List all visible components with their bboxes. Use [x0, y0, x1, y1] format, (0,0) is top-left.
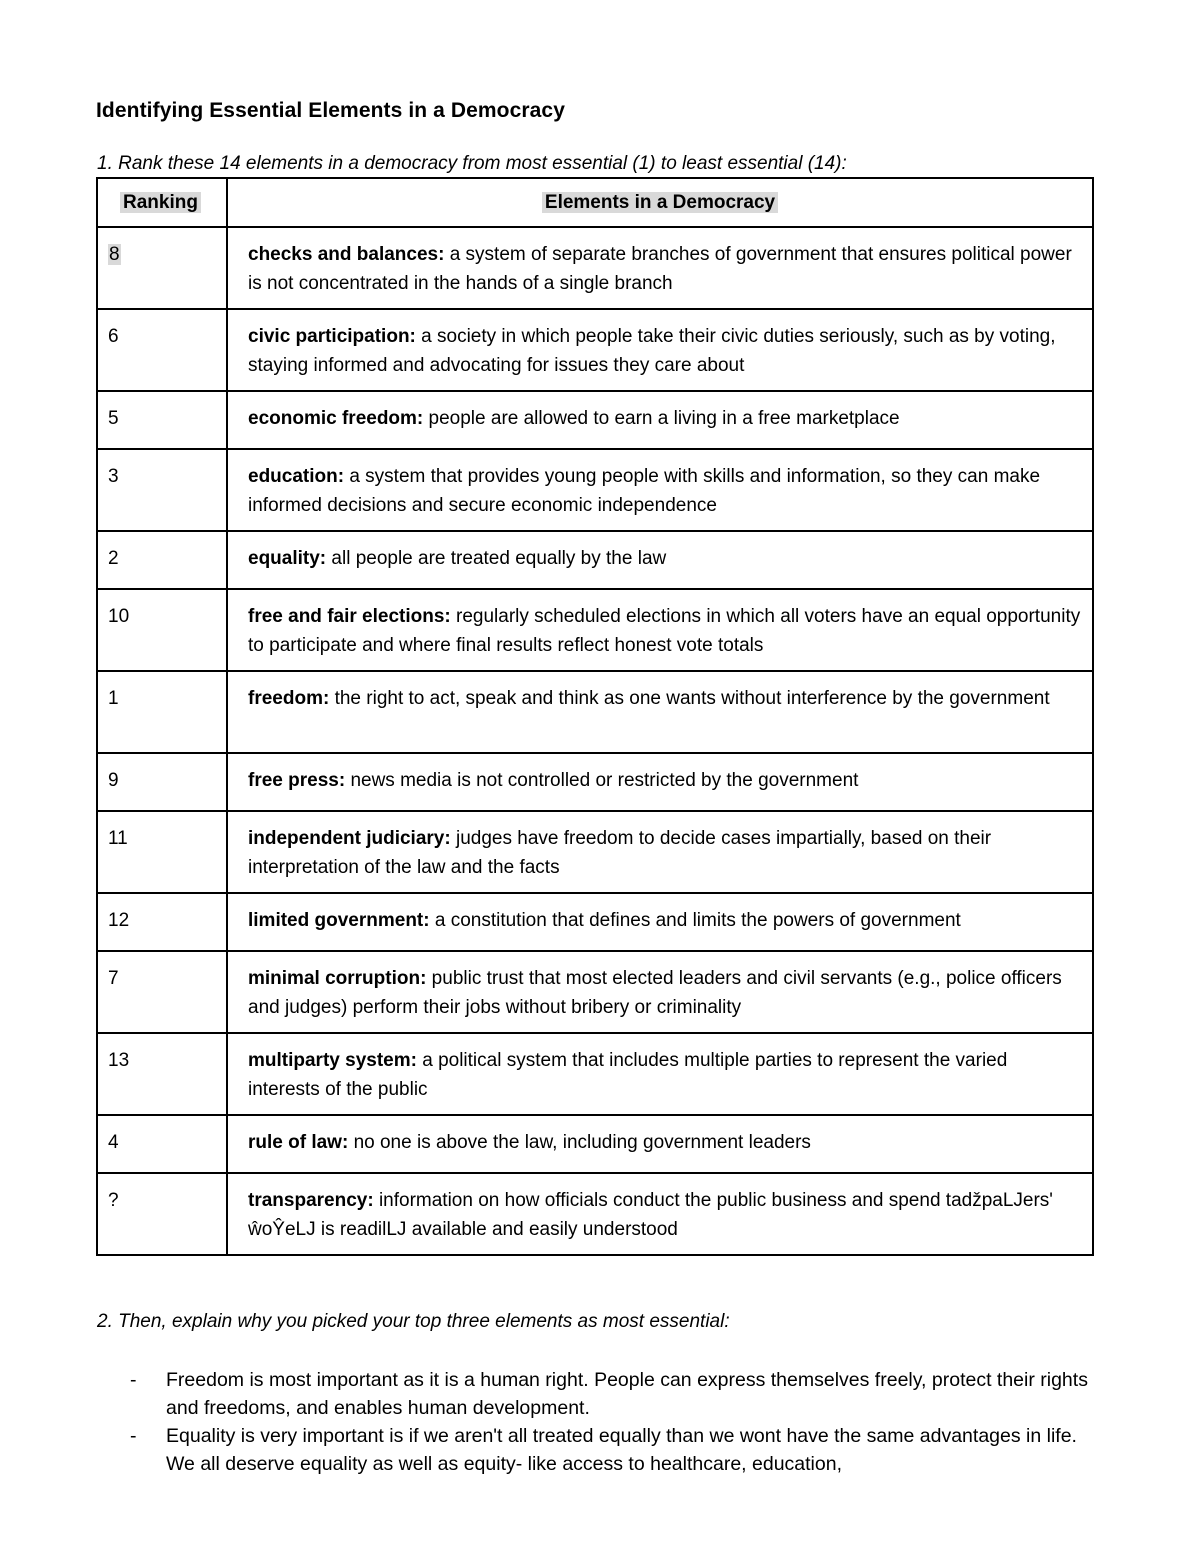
- element-term: limited government:: [248, 910, 430, 931]
- element-cell: [227, 1115, 1093, 1173]
- rank-value: 6: [108, 326, 119, 347]
- rank-value: 3: [108, 466, 119, 487]
- element-cell: [227, 391, 1093, 449]
- element-term: independent judiciary:: [248, 828, 451, 849]
- answer-text: Equality is very important is if we aren't all treated equally than we wont have the same advantages in life. We all deserve equality as well as equity- like access to healthcare, education,: [166, 1425, 1077, 1475]
- table-row: [97, 531, 1093, 589]
- ranking-table: [96, 177, 1094, 1256]
- rank-cell[interactable]: [97, 753, 227, 811]
- rank-value: 4: [108, 1132, 119, 1153]
- list-item: [130, 1422, 1090, 1478]
- element-description: the right to act, speak and think as one wants without interference by the government: [329, 688, 1050, 709]
- table-row: [97, 309, 1093, 391]
- rank-value: 10: [108, 606, 130, 627]
- table-row: [97, 589, 1093, 671]
- element-description: all people are treated equally by the law: [326, 548, 667, 569]
- answer-list: [130, 1366, 1090, 1478]
- element-term: equality:: [248, 548, 327, 569]
- table-row: [97, 951, 1093, 1033]
- element-term: multiparty system:: [248, 1050, 417, 1071]
- table-row: [97, 1115, 1093, 1173]
- element-description: judges have freedom to decide cases impartially, based on their interpretation of the law and the facts: [248, 828, 992, 878]
- element-term: rule of law:: [248, 1132, 349, 1153]
- element-description: a society in which people take their civic duties seriously, such as by voting, staying informed and advocating for issues they care about: [248, 326, 1056, 376]
- rank-cell[interactable]: [97, 951, 227, 1033]
- rank-value: 11: [108, 828, 128, 849]
- rank-cell[interactable]: [97, 1115, 227, 1173]
- element-description: a system that provides young people with skills and information, so they can make informed decisions and secure economic independence: [248, 466, 1041, 516]
- element-cell: [227, 811, 1093, 893]
- rank-value: 1: [108, 688, 119, 709]
- element-cell: [227, 1033, 1093, 1115]
- rank-value: 8: [109, 244, 120, 265]
- rank-value: 13: [108, 1050, 130, 1071]
- question-1: 1. Rank these 14 elements in a democracy from most essential (1) to least essential (14):: [97, 153, 847, 174]
- rank-cell[interactable]: [97, 893, 227, 951]
- question-2: 2. Then, explain why you picked your top three elements as most essential:: [97, 1311, 730, 1332]
- header-ranking: [97, 178, 227, 227]
- element-description: regularly scheduled elections in which all voters have an equal opportunity to participate and where final results reflect honest vote totals: [248, 606, 1081, 656]
- table-row: [97, 893, 1093, 951]
- element-term: education:: [248, 466, 345, 487]
- rank-cell[interactable]: [97, 671, 227, 753]
- header-elements: [227, 178, 1093, 227]
- element-description: a constitution that defines and limits the powers of government: [429, 910, 961, 931]
- element-cell: [227, 309, 1093, 391]
- rank-cell[interactable]: [97, 309, 227, 391]
- element-description: a system of separate branches of government that ensures political power is not concentrated in the hands of a single branch: [248, 244, 1072, 294]
- list-item: [130, 1366, 1090, 1422]
- table-row: [97, 1033, 1093, 1115]
- table-row: [97, 391, 1093, 449]
- rank-value: 9: [108, 770, 119, 791]
- table-row: [97, 1173, 1093, 1255]
- element-cell: [227, 893, 1093, 951]
- element-term: economic freedom:: [248, 408, 424, 429]
- rank-cell[interactable]: [97, 391, 227, 449]
- element-term: free press:: [248, 770, 346, 791]
- element-cell: [227, 1173, 1093, 1255]
- header-ranking-label: Ranking: [120, 192, 201, 213]
- element-cell: [227, 951, 1093, 1033]
- table-row: [97, 753, 1093, 811]
- element-cell: [227, 227, 1093, 309]
- element-description: information on how officials conduct the public business and spend tadžpaLJers' ŵoŶeLJ is readilLJ available and easily understood: [248, 1190, 1053, 1240]
- rank-value: 5: [108, 408, 119, 429]
- element-term: transparency:: [248, 1190, 374, 1211]
- rank-cell[interactable]: [97, 811, 227, 893]
- page-title: Identifying Essential Elements in a Democracy: [96, 99, 565, 122]
- element-description: a political system that includes multiple parties to represent the varied interests of the public: [248, 1050, 1008, 1100]
- rank-cell[interactable]: [97, 1173, 227, 1255]
- table-row: [97, 227, 1093, 309]
- element-cell: [227, 671, 1093, 753]
- element-term: civic participation:: [248, 326, 416, 347]
- element-cell: [227, 753, 1093, 811]
- rank-cell[interactable]: [97, 227, 227, 309]
- element-cell: [227, 449, 1093, 531]
- rank-value: 12: [108, 910, 130, 931]
- element-term: checks and balances:: [248, 244, 445, 265]
- element-term: free and fair elections:: [248, 606, 451, 627]
- rank-cell[interactable]: [97, 589, 227, 671]
- rank-cell[interactable]: [97, 531, 227, 589]
- bullet-dash: -: [130, 1425, 137, 1447]
- rank-cell[interactable]: [97, 449, 227, 531]
- rank-cell[interactable]: [97, 1033, 227, 1115]
- element-term: freedom:: [248, 688, 330, 709]
- rank-value: 7: [108, 968, 119, 989]
- rank-value: 2: [108, 548, 119, 569]
- bullet-dash: -: [130, 1369, 137, 1391]
- element-description: no one is above the law, including government leaders: [348, 1132, 811, 1153]
- element-term: minimal corruption:: [248, 968, 427, 989]
- element-cell: [227, 531, 1093, 589]
- element-description: people are allowed to earn a living in a free marketplace: [423, 408, 900, 429]
- rank-value: ?: [108, 1190, 119, 1211]
- element-cell: [227, 589, 1093, 671]
- table-row: [97, 811, 1093, 893]
- element-description: news media is not controlled or restricted by the government: [345, 770, 859, 791]
- answer-text: Freedom is most important as it is a human right. People can express themselves freely, protect their rights and freedoms, and enables human development.: [166, 1369, 1088, 1419]
- table-row: [97, 671, 1093, 753]
- element-description: public trust that most elected leaders and civil servants (e.g., police officers and judges) perform their jobs without bribery or criminality: [248, 968, 1062, 1018]
- header-elements-label: Elements in a Democracy: [542, 192, 778, 213]
- table-header-row: [97, 178, 1093, 227]
- table-row: [97, 449, 1093, 531]
